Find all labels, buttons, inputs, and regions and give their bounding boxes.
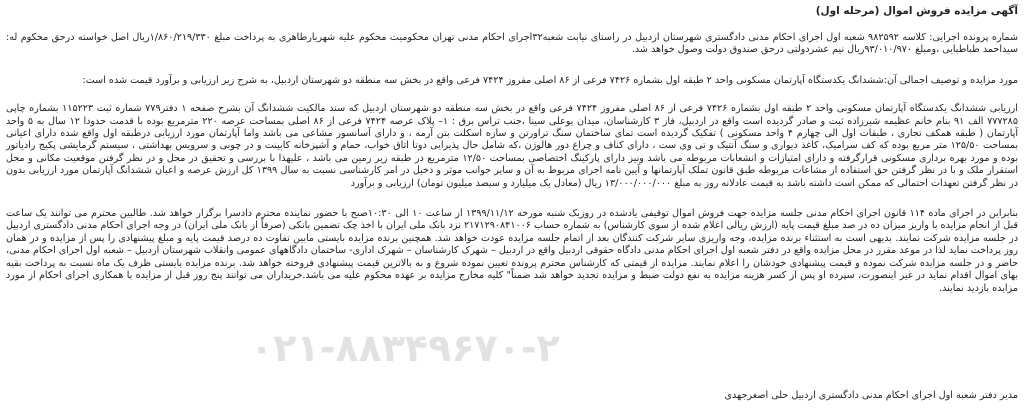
subject-paragraph: مورد مزایده و توصیف اجمالی آن:ششدانگ یکدستگاه آپارتمان مسکونی واحد ۲ طبقه اول بشماره ۷۴۲۶ فرعی از ۸۶ اصلی مفروز ۷۴۲۴ فرعی واقع در بخش سه منطقه دو شهرستان اردبیل، به شرح زیر ارزیابی و برآورد قیمت شده است: bbox=[82, 74, 1018, 86]
case-paragraph: شماره پرونده اجرایی: کلاسه ۹۸۲۵۹۲ شعبه اول اجرای احکام مدنی دادگستری شهرستان اردبیل در راستای نیابت شعبه۳۲اجرای احکام مدنی تهران محکومیت محکوم علیه شهریارطاهری به پرداخت مبلغ ۱/۸۶۰/۲۱۹/۳۳۰ریال اصل خواسته درحق محکوم له: سیداحمد طباطبایی ،ومبلغ ۹۳/۰۱۰/۹۷۰ریال نیم عشردولتی درحق صندوق دولت وصول خواهد شد. bbox=[6, 32, 1019, 56]
valuation-paragraph: ارزیابی ششدانگ یکدستگاه آپارتمان مسکونی واحد ۲ طبقه اول بشماره ۷۴۲۶ فرعی از ۸۶ اصلی مفروز ۷۴۲۴ فرعی واقع در بخش سه منطقه دو شهرستان اردبیل که سند مالکیت ششدانگ آن بشرح صفحه ۱ دفتر۷۷۹ شماره ثبت ۱۱۵۲۲۳ بشماره چاپی ۷۷۷۲۸۵ الف ۹۱ بنام خانم عظیمه شیرزاده ثبت و صادر گردیده است واقع در اردبیل، فاز ۳ کارشناسان، میدان یوعلی سینا ،جنب تراس برق : ۱– پلاک عرصه ۷۴۲۴ فرعی از ۸۶ اصلی بمساحت عرصه ۲۲۰ مترمربع بوده با قدمت حدودا ۱۲ سال به ۵ واحد آپارتمان ( طبقه همکف تجاری ، طبقات اول الی چهارم ۴ واحد مسکونی ) تفکیک گردیده است تمای ساختمان سنگ تراورتن و سازه اسکلت بتن آرمه ، و دارای آسانسور مشاعی می باشد واما آپارتمان مورد ارزیابی درطبقه اول واقع شده دارای اعیانی بمساحت ۱۲۵/۵۰ متر مربع بوده که کف سرامیک، کاغذ دیواری و سنگ آنتیک و تی وی ست ، دارای کناف و چراغ دور هالوژن ،که شامل حال پذیرایی دوتا اتاق خواب، حمام و آشپزخانه کابینت و در چوبی و سرویس بهداشتی ، سیستم گرمایشی پکیج رادیاتور بوده و مورد بهره برداری مسکونی قرارگرفته و دارای امتیازات و انشعابات مربوطه می باشد ونیز دارای پارکینگ اختصاصی بمساحت ۱۲/۵۰ مترمربع در طبقه زیر زمین می باشد ، علیهذا با بررسی و تحقیق در محل و در نظر گرفتن موقعیت مکانی و محل استقرار ملک و با در نظر گرفتن حق استفاده از مشاعات مربوطه طبق قانون تملک آپارتمانها و آیین نامه اجرای مربوط به آن و سایر جوانب موثر و دخیل در امر کارشناسی نسبت به سال ۱۳۹۹ کل ارزش عرصه و اعیان ششدانگ آپارتمان مورد ارزیابی بدون در نظر گرفتن تعهدات احتمالی که ممکن است داشته باشد به قیمت عادلانه روز به مبلغ ۱۳/۰۰۰/۰۰۰/۰۰۰ ریال (معادل یک میلیارد و سیصد میلیون تومان) ارزیابی و برآورد bbox=[6, 103, 1018, 189]
phone-watermark: ۰۲۱-۸۸۳۴۹۶۷۰-۲ bbox=[250, 326, 560, 370]
notice-title: آگهی مزایده فروش اموال (مرحله اول) bbox=[815, 5, 1018, 17]
auction-terms-paragraph: بنابراین در اجرای ماده ۱۱۴ قانون اجرای احکام مدنی جلسه مزایده جهت فروش اموال توقیفی یادشده در روزیک شنبه مورخه ۱۳۹۹/۱۱/۱۲ از ساعت ۱۰ الی ۱۰:۳۰صبح با حضور نماینده محترم دادسرا برگزار خواهد شد. طالبین محترم می توانند یک ساعت قبل از انجام مزایده با واریز میزان ده در صد مبلغ قیمت پایه (ارزش ریالی اعلام شده از سوی کارشناس) به شماره حساب ۲۱۷۱۲۹۰۸۴۱۰۰۶ نزد بانک ملی ایران با اخذ چک تضمین بانکی (صرفاً از بانک ملی ایران) در وجه اجرای احکام مدنی دادگستری اردبیل در جلسه مزایده شرکت نمایند. بدیهی است به استثناء برنده مزایده، وجه واریزی سایر شرکت کنندگان بعد از اتمام جلسه مزایده عودت خواهد شد. همچنین برنده مزایده بایستی مابین تفاوت ده درصد قیمت پایه و مبلغ پیشنهادی را پس از مزایده و در همان روز پرداخت نماید لذا در موعد مقرر در محل مزایده واقع در دفتر شعبه اول اجرای احکام مدنی دادگاه حقوقی اردبیل واقع در اردبیل – شهرک کارشناسان – شهرک اداری- ساختمان دادگاههای عمومی وانقلاب شهرستان اردبیل – شعبه اول اجرای احکام مدنی، حاضر و در جلسه مزایده شرکت نموده و قیمت پیشنهادی خودشان را اعلام نمایند. مزایده از قیمتی که کارشناس محترم پرونده تعیین نموده شروع و به بالاترین قیمت پیشنهادی فروخته خواهد شد. برنده مزایده بایستی ظرف یک ماه نسبت به پرداخت بقیه بهای اموال اقدام نماید در غیر اینصورت، سپرده او پس از کسر هزینه مزایده به نفع دولت ضبط و مزایده تجدید خواهد شد ضمناً" کلیه مخارج مزایده بر عهده محکوم علیه می باشد.خریداران می توانند پنج روز قبل از مزایده با همکاری اجرای احکام از مورد مزایده بازدید نمایند. bbox=[6, 208, 1019, 294]
signature-line: مدیر دفتر شعبه اول اجرای احکام مدنی دادگستری اردبیل حلی اصغرجهدی bbox=[724, 390, 1018, 401]
